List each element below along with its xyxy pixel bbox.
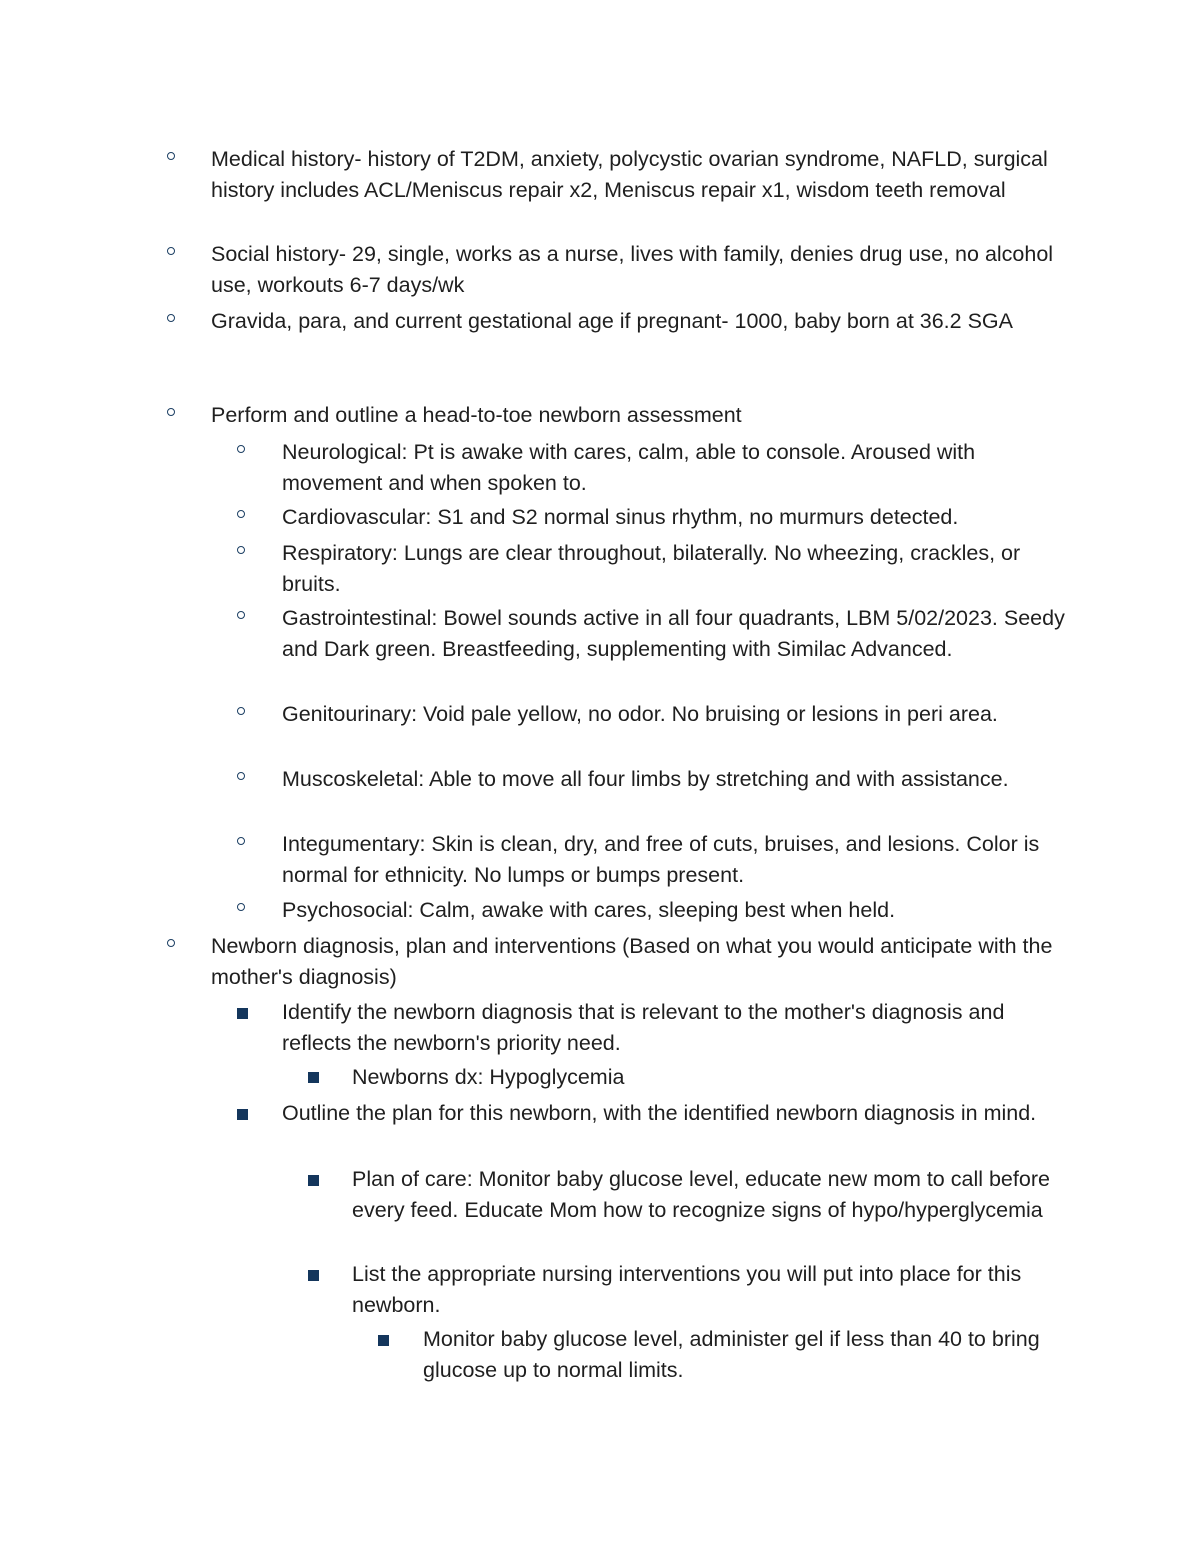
list-item: Integumentary: Skin is clean, dry, and free of cuts, bruises, and lesions. Color is normal for ethnicity. No lumps or bumps present. xyxy=(282,832,1040,887)
list-item: Gravida, para, and current gestational age if pregnant- 1000, baby born at 36.2 SGA xyxy=(211,309,1013,333)
list-item: Monitor baby glucose level, administer gel if less than 40 to bring glucose up to normal limits. xyxy=(423,1327,1040,1382)
list-bullet-square xyxy=(237,1109,248,1120)
list-item: Neurological: Pt is awake with cares, calm, able to console. Aroused with movement and when spoken to. xyxy=(282,440,976,495)
list-bullet-circle xyxy=(167,247,175,255)
list-item: Identify the newborn diagnosis that is relevant to the mother's diagnosis and reflects the newborn's priority need. xyxy=(282,1000,1005,1055)
list-bullet-circle xyxy=(237,707,245,715)
list-item: Outline the plan for this newborn, with the identified newborn diagnosis in mind. xyxy=(282,1101,1037,1125)
list-item: Medical history- history of T2DM, anxiety, polycystic ovarian syndrome, NAFLD, surgical history includes ACL/Meniscus repair x2, Meniscus repair x1, wisdom teeth removal xyxy=(211,147,1048,202)
list-item: Respiratory: Lungs are clear throughout, bilaterally. No wheezing, crackles, or bruits. xyxy=(282,541,1021,596)
list-bullet-square xyxy=(308,1270,319,1281)
list-item: Muscoskeletal: Able to move all four limbs by stretching and with assistance. xyxy=(282,767,1009,791)
list-item: List the appropriate nursing interventions you will put into place for this newborn. xyxy=(352,1262,1022,1317)
list-item: Psychosocial: Calm, awake with cares, sleeping best when held. xyxy=(282,898,896,922)
list-item: Newborn diagnosis, plan and interventions (Based on what you would anticipate with the mother's diagnosis) xyxy=(211,934,1053,989)
list-bullet-circle xyxy=(237,546,245,554)
list-bullet-circle xyxy=(237,837,245,845)
list-item: Gastrointestinal: Bowel sounds active in all four quadrants, LBM 5/02/2023. Seedy and Dark green. Breastfeeding, supplementing with Similac Advanced. xyxy=(282,606,1065,661)
list-item: Newborns dx: Hypoglycemia xyxy=(352,1065,625,1089)
list-bullet-square xyxy=(378,1335,389,1346)
list-bullet-circle xyxy=(167,939,175,947)
list-item: Cardiovascular: S1 and S2 normal sinus rhythm, no murmurs detected. xyxy=(282,505,959,529)
list-bullet-circle xyxy=(167,152,175,160)
list-bullet-circle xyxy=(167,314,175,322)
list-bullet-circle xyxy=(237,772,245,780)
list-bullet-square xyxy=(308,1072,319,1083)
list-item: Genitourinary: Void pale yellow, no odor. No bruising or lesions in peri area. xyxy=(282,702,998,726)
list-bullet-square xyxy=(237,1008,248,1019)
list-item: Perform and outline a head-to-toe newborn assessment xyxy=(211,403,742,427)
list-bullet-circle xyxy=(237,510,245,518)
list-bullet-square xyxy=(308,1175,319,1186)
list-item: Social history- 29, single, works as a nurse, lives with family, denies drug use, no alcohol use, workouts 6-7 days/wk xyxy=(211,242,1054,297)
list-bullet-circle xyxy=(237,903,245,911)
list-item: Plan of care: Monitor baby glucose level, educate new mom to call before every feed. Educate Mom how to recognize signs of hypo/hyperglycemia xyxy=(352,1167,1050,1222)
list-bullet-circle xyxy=(237,445,245,453)
list-bullet-circle xyxy=(167,408,175,416)
list-bullet-circle xyxy=(237,611,245,619)
